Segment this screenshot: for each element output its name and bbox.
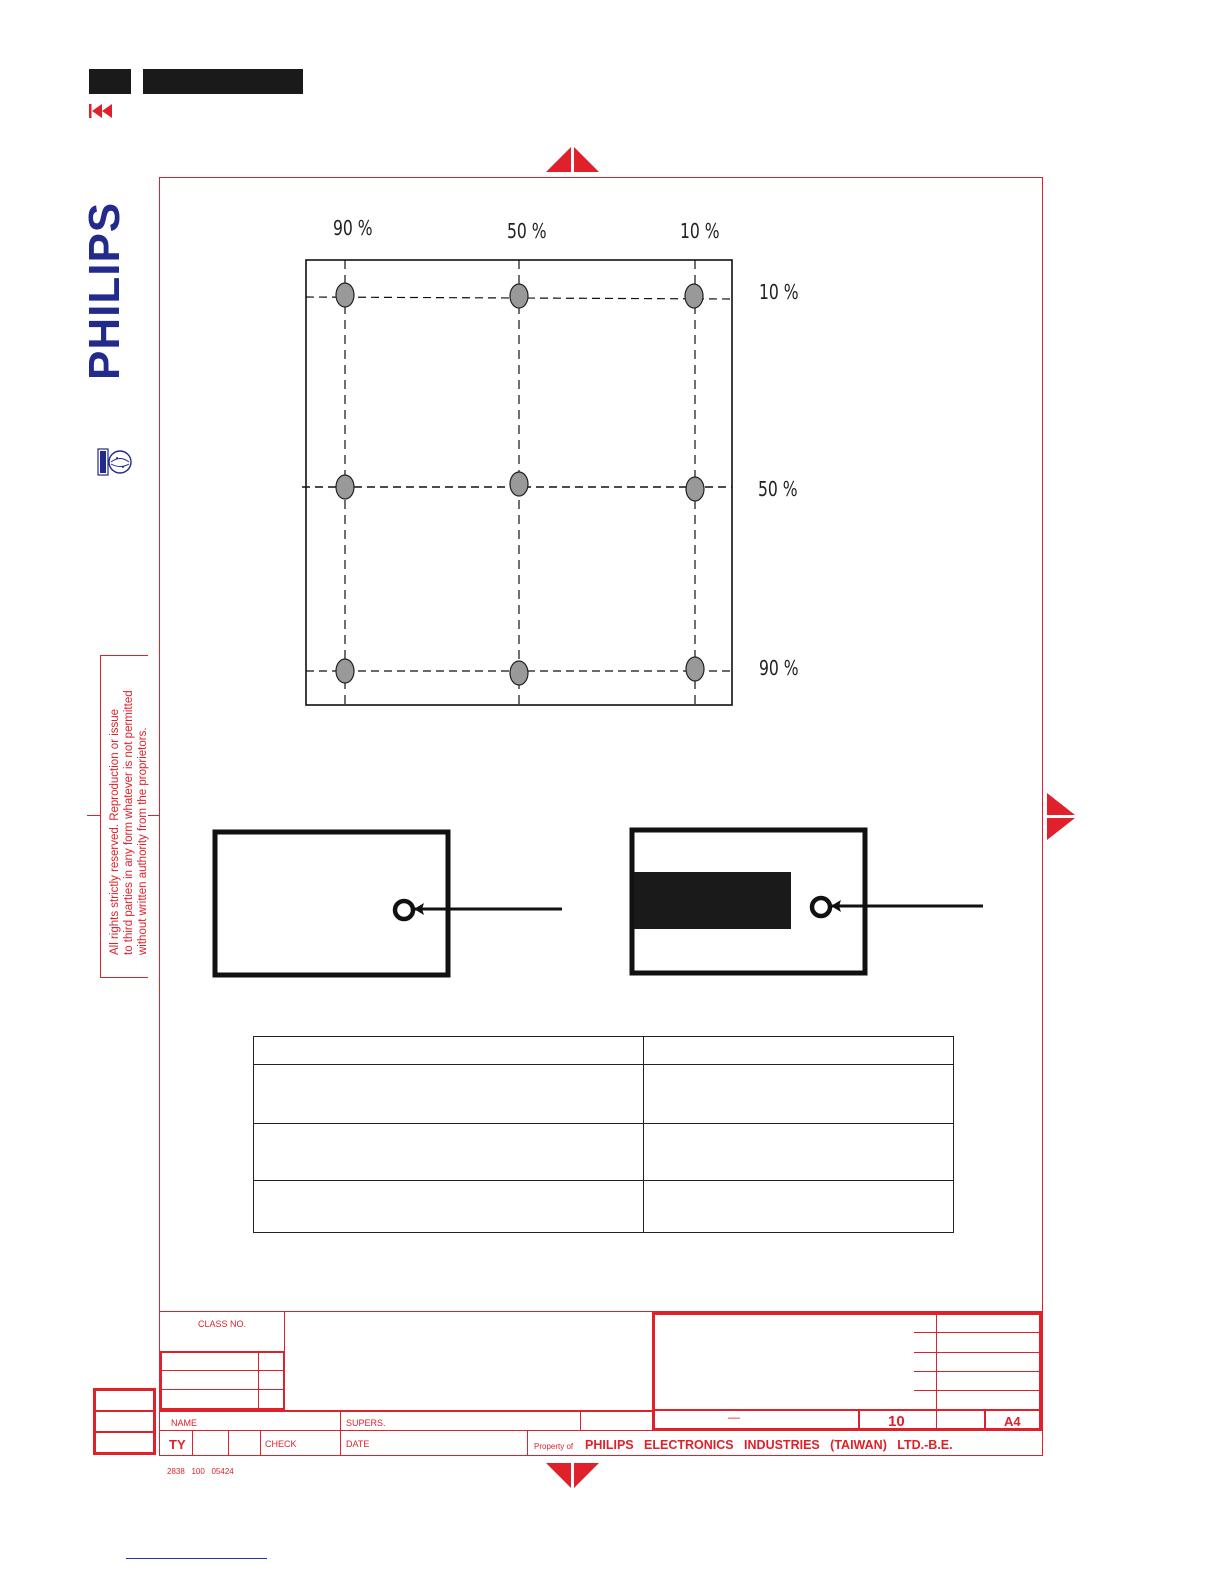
tb-title-row5	[654, 1409, 1040, 1411]
tb-name-row-top	[159, 1410, 653, 1412]
point-r1c1	[336, 283, 354, 307]
check-label: CHECK	[265, 1439, 297, 1449]
rights-notice-text	[108, 660, 150, 955]
top-marker-arrow	[546, 147, 600, 178]
tb-name-row-bottom	[159, 1430, 1043, 1431]
tb-title-row2	[914, 1352, 1040, 1353]
probe-circle-2	[812, 898, 830, 916]
tb-sheet-number: 10	[888, 1413, 905, 1430]
spec-table	[253, 1036, 954, 1233]
col-label-50: 50 %	[507, 219, 547, 243]
table-col-divider	[643, 1037, 644, 1232]
tb-rev-col	[258, 1353, 259, 1409]
tb-name-value: TY	[169, 1437, 186, 1452]
footer-link-underline[interactable]	[126, 1558, 267, 1559]
col-label-10: 10 %	[680, 219, 720, 243]
table-row-divider-2	[254, 1123, 953, 1124]
date-label: DATE	[346, 1439, 370, 1449]
tb-property-divider	[527, 1431, 528, 1455]
measurement-grid-diagram	[300, 255, 740, 711]
tb-supers-right-divider	[580, 1411, 581, 1430]
test-pattern-white	[210, 828, 570, 980]
row-label-10: 10 %	[759, 280, 799, 304]
tb-format-size: A4	[1004, 1414, 1021, 1429]
probe-circle	[395, 901, 413, 919]
tb-sheet-col	[858, 1410, 860, 1430]
point-r3c3	[686, 657, 704, 681]
point-r3c2	[510, 661, 528, 685]
tb-title-row1	[914, 1332, 1040, 1333]
tb-property-of: Property of	[534, 1442, 574, 1451]
tb-sheet-index-row2	[95, 1431, 155, 1433]
tb-ty-col3	[260, 1431, 261, 1455]
rights-line-1: All rights strictly reserved. Reproduction or issue	[109, 708, 121, 955]
rights-line-2: to third parties in any form whatever is not permitted	[123, 690, 135, 955]
table-row-divider-1	[254, 1064, 953, 1065]
row-label-50: 50 %	[758, 477, 798, 501]
test-pattern-black-bar	[628, 825, 988, 977]
right-marker-arrow	[1047, 793, 1077, 846]
tb-dash: —	[728, 1410, 740, 1424]
class-no-label: CLASS NO.	[198, 1319, 247, 1329]
tb-company: PHILIPS ELECTRONICS INDUSTRIES (TAIWAN) LTD.-B.E.	[585, 1438, 953, 1452]
tb-format-col	[984, 1410, 986, 1430]
bottom-marker-arrow	[546, 1463, 600, 1494]
tb-title-row3	[914, 1371, 1040, 1372]
tb-title-row4	[914, 1390, 1040, 1391]
philips-wordmark: PHILIPS	[80, 201, 129, 380]
point-r2c3	[686, 477, 704, 501]
left-tick-mark	[87, 815, 101, 816]
tb-ty-col2	[228, 1431, 229, 1455]
point-r2c1	[336, 475, 354, 499]
tb-sheet-index-row1	[95, 1410, 155, 1412]
rights-line-3: without written authority from the proprietors.	[137, 727, 149, 955]
point-r2c2	[510, 472, 528, 496]
name-label: NAME	[171, 1418, 198, 1428]
point-r3c1	[336, 659, 354, 683]
doc-code: 2838 100 05424	[167, 1467, 234, 1476]
tb-rev-row1	[162, 1370, 284, 1371]
col-label-90: 90 %	[333, 216, 373, 240]
tb-rev-row2	[162, 1389, 284, 1390]
header-block-wide	[143, 69, 303, 94]
table-row-divider-3	[254, 1180, 953, 1181]
row-label-90: 90 %	[759, 656, 799, 680]
black-bar	[634, 872, 791, 929]
philips-shield-icon	[97, 447, 133, 477]
point-r1c2	[510, 284, 528, 308]
rewind-double-left-icon[interactable]	[89, 103, 115, 119]
tb-revision-grid	[160, 1351, 285, 1410]
tb-supers-divider	[340, 1411, 341, 1456]
header-block-small	[89, 69, 131, 94]
tb-sheet-index-box	[93, 1388, 156, 1455]
supers-label: SUPERS.	[346, 1418, 386, 1428]
tb-ty-col1	[192, 1431, 193, 1455]
point-r1c3	[685, 284, 703, 308]
